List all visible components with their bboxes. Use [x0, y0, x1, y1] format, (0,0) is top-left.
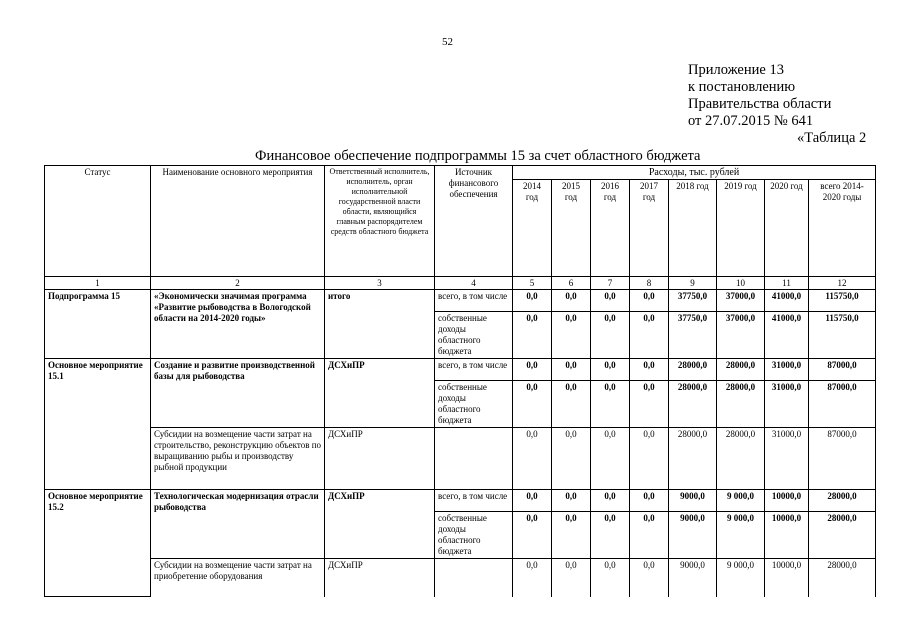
- value-cell: 0,0: [630, 381, 669, 428]
- value-cell: 0,0: [591, 290, 630, 312]
- appendix-block: [688, 62, 831, 130]
- column-number: 7: [591, 277, 630, 290]
- value-cell: 0,0: [591, 512, 630, 559]
- value-cell: 28000,0: [717, 428, 765, 490]
- value-cell: 28000,0: [669, 381, 717, 428]
- value-cell: 0,0: [630, 490, 669, 512]
- column-number: 8: [630, 277, 669, 290]
- value-cell: 9 000,0: [717, 490, 765, 512]
- value-cell: 28000,0: [669, 359, 717, 381]
- value-cell: 10000,0: [765, 559, 809, 597]
- value-cell: 28000,0: [669, 428, 717, 490]
- value-cell: 115750,0: [809, 312, 876, 359]
- header-year: 2016 год: [591, 180, 630, 277]
- value-cell: 0,0: [552, 512, 591, 559]
- value-cell: 37750,0: [669, 312, 717, 359]
- value-cell: 10000,0: [765, 512, 809, 559]
- row-event-name: Создание и развитие производственной базы для рыбоводства: [151, 359, 325, 428]
- row-status: Основное мероприятие 15.2: [45, 490, 151, 597]
- row-executor: итого: [325, 290, 435, 359]
- header-status: Статус: [45, 166, 151, 277]
- value-cell: 28000,0: [809, 559, 876, 597]
- row-source: собственные доходы областного бюджета: [435, 381, 513, 428]
- value-cell: 0,0: [513, 559, 552, 597]
- value-cell: 28000,0: [809, 512, 876, 559]
- row-event-name: Технологическая модернизация отрасли рыбоводства: [151, 490, 325, 559]
- header-year: 2018 год: [669, 180, 717, 277]
- value-cell: 0,0: [591, 490, 630, 512]
- value-cell: 31000,0: [765, 359, 809, 381]
- row-source: всего, в том числе: [435, 359, 513, 381]
- row-status: Подпрограмма 15: [45, 290, 151, 359]
- row-source: собственные доходы областного бюджета: [435, 312, 513, 359]
- value-cell: 0,0: [591, 428, 630, 490]
- value-cell: 115750,0: [809, 290, 876, 312]
- value-cell: 0,0: [630, 428, 669, 490]
- value-cell: 9 000,0: [717, 559, 765, 597]
- column-number-row: [45, 277, 876, 290]
- budget-table: [44, 165, 876, 597]
- column-number: 10: [717, 277, 765, 290]
- value-cell: 0,0: [513, 290, 552, 312]
- value-cell: 9000,0: [669, 559, 717, 597]
- header-year: 2017 год: [630, 180, 669, 277]
- column-number: 11: [765, 277, 809, 290]
- row-executor: ДСХиПР: [325, 559, 435, 597]
- value-cell: 0,0: [591, 312, 630, 359]
- value-cell: 41000,0: [765, 290, 809, 312]
- value-cell: 31000,0: [765, 428, 809, 490]
- table-row: [45, 428, 876, 490]
- table-label: «Таблица 2: [797, 130, 867, 146]
- value-cell: 41000,0: [765, 312, 809, 359]
- header-executor: Ответственный исполнитель, исполнитель, орган исполнительной государственной власти области, являющийся главным распорядителем средств областного бюджета: [325, 166, 435, 277]
- header-year: 2020 год: [765, 180, 809, 277]
- value-cell: 0,0: [513, 312, 552, 359]
- header-year: 2019 год: [717, 180, 765, 277]
- row-source: всего, в том числе: [435, 290, 513, 312]
- value-cell: 37000,0: [717, 290, 765, 312]
- value-cell: 31000,0: [765, 381, 809, 428]
- header-year: 2014 год: [513, 180, 552, 277]
- value-cell: 9000,0: [669, 512, 717, 559]
- appendix-line: от 27.07.2015 № 641: [688, 113, 814, 129]
- document-title: Финансовое обеспечение подпрограммы 15 за счет областного бюджета: [255, 148, 701, 164]
- value-cell: 28000,0: [717, 359, 765, 381]
- value-cell: 87000,0: [809, 381, 876, 428]
- header-event-name: Наименование основного мероприятия: [151, 166, 325, 277]
- value-cell: 0,0: [513, 512, 552, 559]
- value-cell: 28000,0: [809, 490, 876, 512]
- value-cell: 0,0: [591, 559, 630, 597]
- row-source: [435, 428, 513, 490]
- value-cell: 0,0: [630, 559, 669, 597]
- header-total: всего 2014-2020 годы: [809, 180, 876, 277]
- appendix-line: к постановлению: [688, 79, 796, 95]
- value-cell: 0,0: [630, 512, 669, 559]
- table-row: [45, 359, 876, 381]
- row-executor: ДСХиПР: [325, 428, 435, 490]
- value-cell: 9 000,0: [717, 512, 765, 559]
- value-cell: 0,0: [552, 359, 591, 381]
- column-number: 2: [151, 277, 325, 290]
- header-expenses: Расходы, тыс. рублей: [513, 166, 876, 180]
- row-event-name: «Экономически значимая программа «Развитие рыбоводства в Вологодской области на 2014-2020 годы»: [151, 290, 325, 359]
- table-row: [45, 490, 876, 512]
- value-cell: 0,0: [513, 490, 552, 512]
- value-cell: 37750,0: [669, 290, 717, 312]
- row-source: всего, в том числе: [435, 490, 513, 512]
- value-cell: 0,0: [630, 312, 669, 359]
- appendix-line: Приложение 13: [688, 62, 784, 78]
- column-number: 5: [513, 277, 552, 290]
- value-cell: 0,0: [513, 428, 552, 490]
- value-cell: 0,0: [552, 312, 591, 359]
- header-year: 2015 год: [552, 180, 591, 277]
- row-executor: ДСХиПР: [325, 490, 435, 559]
- value-cell: 28000,0: [717, 381, 765, 428]
- column-number: 3: [325, 277, 435, 290]
- appendix-line: Правительства области: [688, 96, 832, 112]
- value-cell: 87000,0: [809, 428, 876, 490]
- value-cell: 0,0: [591, 359, 630, 381]
- row-source: [435, 559, 513, 597]
- value-cell: 0,0: [552, 428, 591, 490]
- value-cell: 0,0: [552, 559, 591, 597]
- value-cell: 0,0: [513, 359, 552, 381]
- value-cell: 87000,0: [809, 359, 876, 381]
- value-cell: 10000,0: [765, 490, 809, 512]
- column-number: 6: [552, 277, 591, 290]
- value-cell: 0,0: [552, 290, 591, 312]
- column-number: 4: [435, 277, 513, 290]
- row-status: Основное мероприятие 15.1: [45, 359, 151, 490]
- row-subsidy-name: Субсидии на возмещение части затрат на приобретение оборудования: [151, 559, 325, 597]
- value-cell: 0,0: [552, 381, 591, 428]
- value-cell: 0,0: [591, 381, 630, 428]
- header-source: Источник финансового обеспечения: [435, 166, 513, 277]
- table-row: [45, 290, 876, 312]
- value-cell: 9000,0: [669, 490, 717, 512]
- value-cell: 0,0: [630, 359, 669, 381]
- value-cell: 0,0: [552, 490, 591, 512]
- row-source: собственные доходы областного бюджета: [435, 512, 513, 559]
- value-cell: 0,0: [513, 381, 552, 428]
- column-number: 9: [669, 277, 717, 290]
- value-cell: 37000,0: [717, 312, 765, 359]
- column-number: 12: [809, 277, 876, 290]
- value-cell: 0,0: [630, 290, 669, 312]
- column-number: 1: [45, 277, 151, 290]
- table-row: [45, 559, 876, 597]
- row-subsidy-name: Субсидии на возмещение части затрат на строительство, реконструкцию объектов по выращиванию рыбы и производству рыбной продукции: [151, 428, 325, 490]
- page-number: 52: [442, 36, 453, 48]
- row-executor: ДСХиПР: [325, 359, 435, 428]
